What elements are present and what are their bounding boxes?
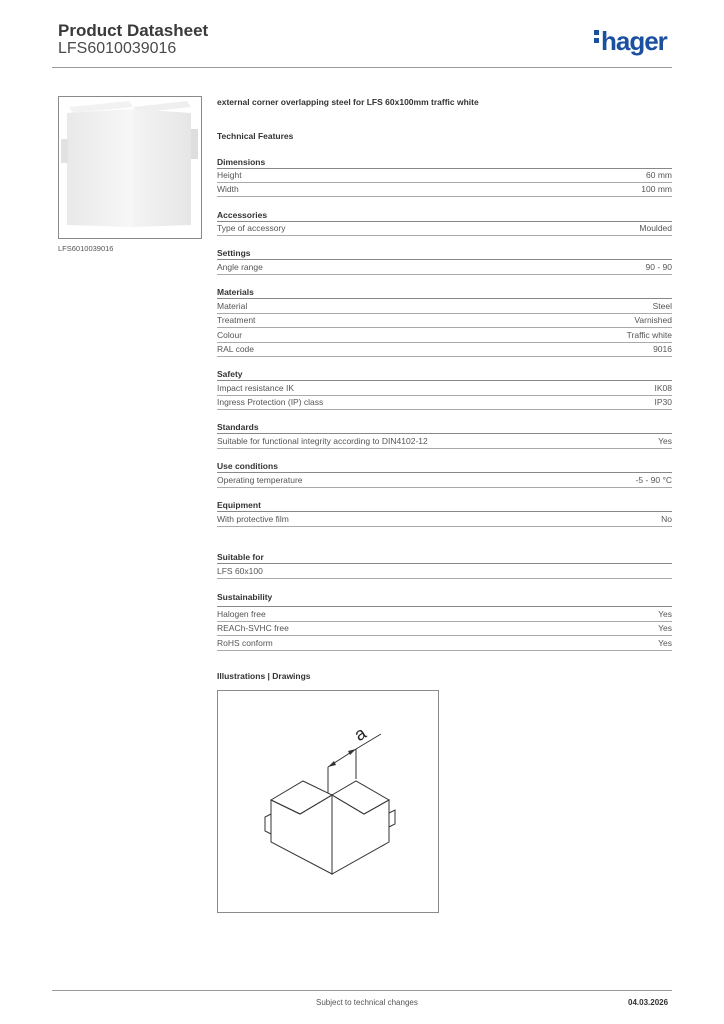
spec-row [217,608,672,622]
spec-label: Height [217,170,242,180]
spec-value: Moulded [639,223,672,233]
spec-row [217,435,672,449]
spec-label: With protective film [217,514,289,524]
section-divider [217,563,672,564]
spec-label: Ingress Protection (IP) class [217,397,324,407]
spec-label: Width [217,184,239,194]
header-divider [52,67,672,68]
section-divider [217,433,672,434]
spec-row [217,343,672,357]
spec-row [217,513,672,527]
page-title: Product Datasheet [58,21,209,40]
spec-label: Impact resistance IK [217,383,295,393]
illustrations-title: Illustrations | Drawings [217,671,311,681]
section-title: Equipment [217,500,261,510]
spec-row [217,183,672,197]
section-divider [217,472,672,473]
section-title: Materials [217,287,254,297]
logo-text: hager [601,26,667,56]
footer-divider [52,990,672,991]
spec-row [217,382,672,396]
product-description: external corner overlapping steel for LFS 60x100mm traffic white [217,97,479,107]
spec-label: Material [217,301,248,311]
section-divider [217,259,672,260]
corner-drawing-icon [218,691,438,912]
spec-row [217,622,672,636]
spec-value: Yes [658,436,672,446]
spec-value: No [661,514,672,524]
section-divider [217,380,672,381]
product-photo [58,96,202,239]
spec-value: 60 mm [646,170,672,180]
photo-caption: LFS6010039016 [58,244,114,253]
spec-row [217,396,672,410]
section-title: Accessories [217,210,268,220]
hager-logo [594,28,667,54]
spec-value: IK08 [654,383,672,393]
spec-value: 100 mm [641,184,672,194]
spec-value: Varnished [634,315,672,325]
spec-row [217,314,672,328]
spec-row [217,300,672,314]
section-divider [217,511,672,512]
section-title: Use conditions [217,461,278,471]
spec-row [217,169,672,183]
spec-value: Yes [658,623,672,633]
spec-value: 9016 [653,344,672,354]
section-title: Dimensions [217,157,266,167]
product-photo-icon [59,97,201,238]
section-divider [217,606,672,607]
spec-row [217,565,672,579]
section-title: Settings [217,248,251,258]
section-title: Suitable for [217,552,264,562]
spec-label: Type of accessory [217,223,286,233]
footer-note: Subject to technical changes [316,998,418,1007]
spec-label: Suitable for functional integrity according to DIN4102-12 [217,436,428,446]
spec-row [217,261,672,275]
dimension-label: a [350,722,370,745]
section-divider [217,298,672,299]
spec-label: Operating temperature [217,475,303,485]
footer-date: 04.03.2026 [628,998,669,1007]
logo-dots-icon [594,30,599,46]
product-reference: LFS6010039016 [58,40,177,57]
section-title: Safety [217,369,243,379]
spec-label: RAL code [217,344,255,354]
spec-label: Treatment [217,315,256,325]
spec-value: 90 - 90 [645,262,672,272]
spec-value: Steel [652,301,672,311]
spec-row [217,329,672,343]
spec-label: Halogen free [217,609,266,619]
section-title: Standards [217,422,259,432]
technical-features-title: Technical Features [217,131,294,141]
spec-label: RoHS conform [217,638,273,648]
spec-label: Angle range [217,262,263,272]
spec-value: IP30 [654,397,672,407]
section-title: Sustainability [217,592,273,602]
spec-row [217,474,672,488]
spec-label: REACh-SVHC free [217,623,289,633]
spec-row [217,222,672,236]
spec-label: Colour [217,330,243,340]
spec-value: Yes [658,638,672,648]
spec-value: Yes [658,609,672,619]
spec-value: -5 - 90 °C [635,475,672,485]
spec-value: Traffic white [626,330,672,340]
spec-label: LFS 60x100 [217,566,263,576]
spec-row [217,637,672,651]
technical-drawing [217,690,439,913]
